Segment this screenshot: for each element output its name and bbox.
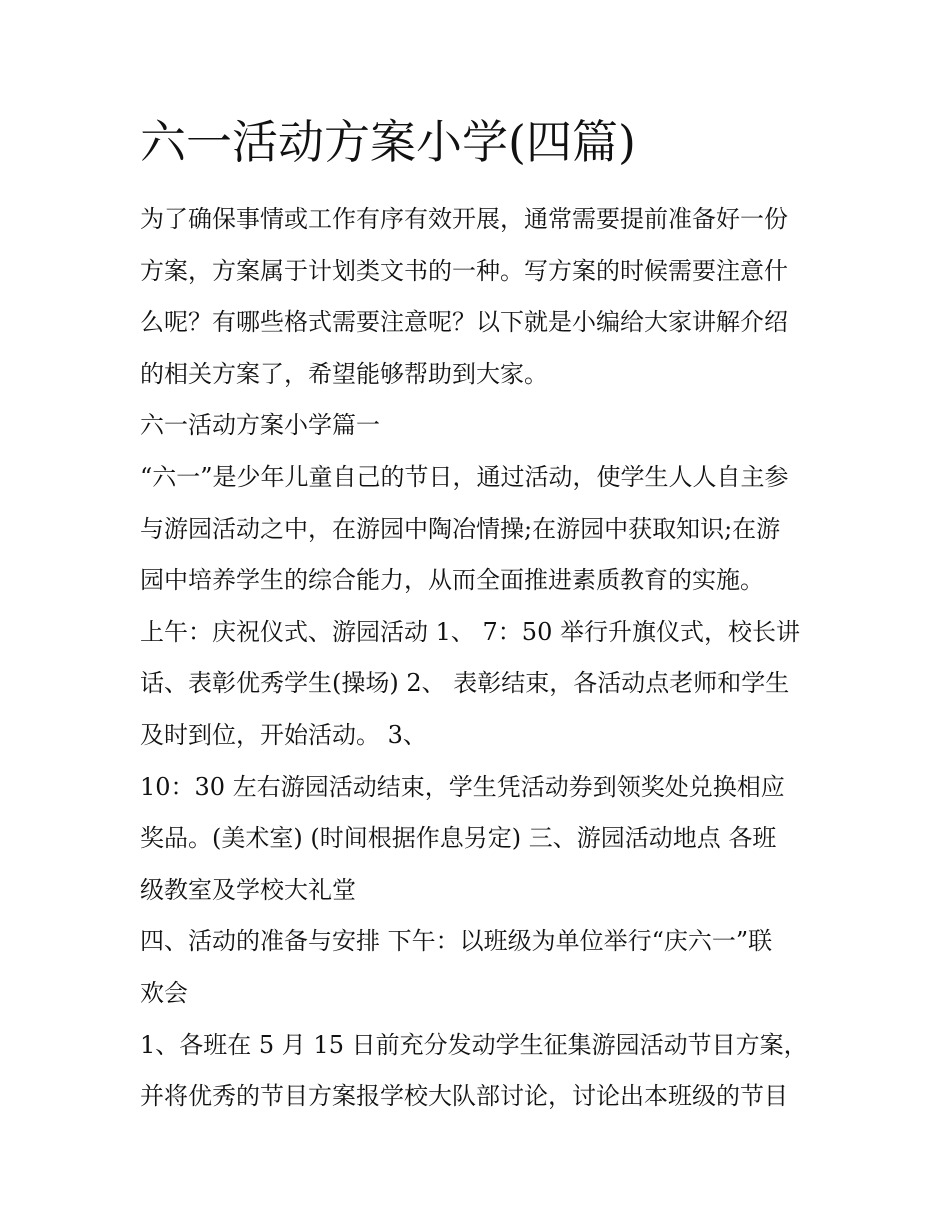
body-line: 欢会 bbox=[140, 978, 188, 1007]
body-line: 上午：庆祝仪式、游园活动 1、 7：50 举行升旗仪式，校长讲 bbox=[140, 617, 800, 646]
body-line: 为了确保事情或工作有序有效开展，通常需要提前准备好一份 bbox=[140, 205, 788, 233]
body-line: 10：30 左右游园活动结束，学生凭活动券到领奖处兑换相应 bbox=[140, 772, 785, 801]
document-body bbox=[140, 194, 820, 1123]
body-line: 园中培养学生的综合能力，从而全面推进素质教育的实施。 bbox=[140, 566, 764, 595]
body-line: “六一”是少年儿童自己的节日，通过活动，使学生人人自主参 bbox=[140, 462, 789, 491]
section-heading: 六一活动方案小学篇一 bbox=[140, 411, 380, 440]
body-line: 奖品。(美术室) (时间根据作息另定) 三、游园活动地点 各班 bbox=[140, 824, 777, 853]
body-line: 么呢？有哪些格式需要注意呢？以下就是小编给大家讲解介绍 bbox=[140, 308, 788, 337]
body-line: 并将优秀的节目方案报学校大队部讨论，讨论出本班级的节目 bbox=[140, 1082, 788, 1111]
body-line: 四、活动的准备与安排 下午：以班级为单位举行“庆六一”联 bbox=[140, 927, 773, 956]
body-line: 及时到位，开始活动。 3、 bbox=[140, 720, 427, 749]
body-line: 与游园活动之中，在游园中陶冶情操;在游园中获取知识;在游 bbox=[140, 514, 781, 543]
body-line: 1、各班在 5 月 15 日前充分发动学生征集游园活动节目方案， bbox=[140, 1030, 808, 1059]
body-line: 方案，方案属于计划类文书的一种。写方案的时候需要注意什 bbox=[140, 256, 788, 285]
body-line: 的相关方案了，希望能够帮助到大家。 bbox=[140, 359, 548, 388]
body-line: 级教室及学校大礼堂 bbox=[140, 875, 356, 904]
document-title: 六一活动方案小学(四篇) bbox=[140, 115, 636, 169]
body-line: 话、表彰优秀学生(操场) 2、 表彰结束，各活动点老师和学生 bbox=[140, 669, 790, 698]
